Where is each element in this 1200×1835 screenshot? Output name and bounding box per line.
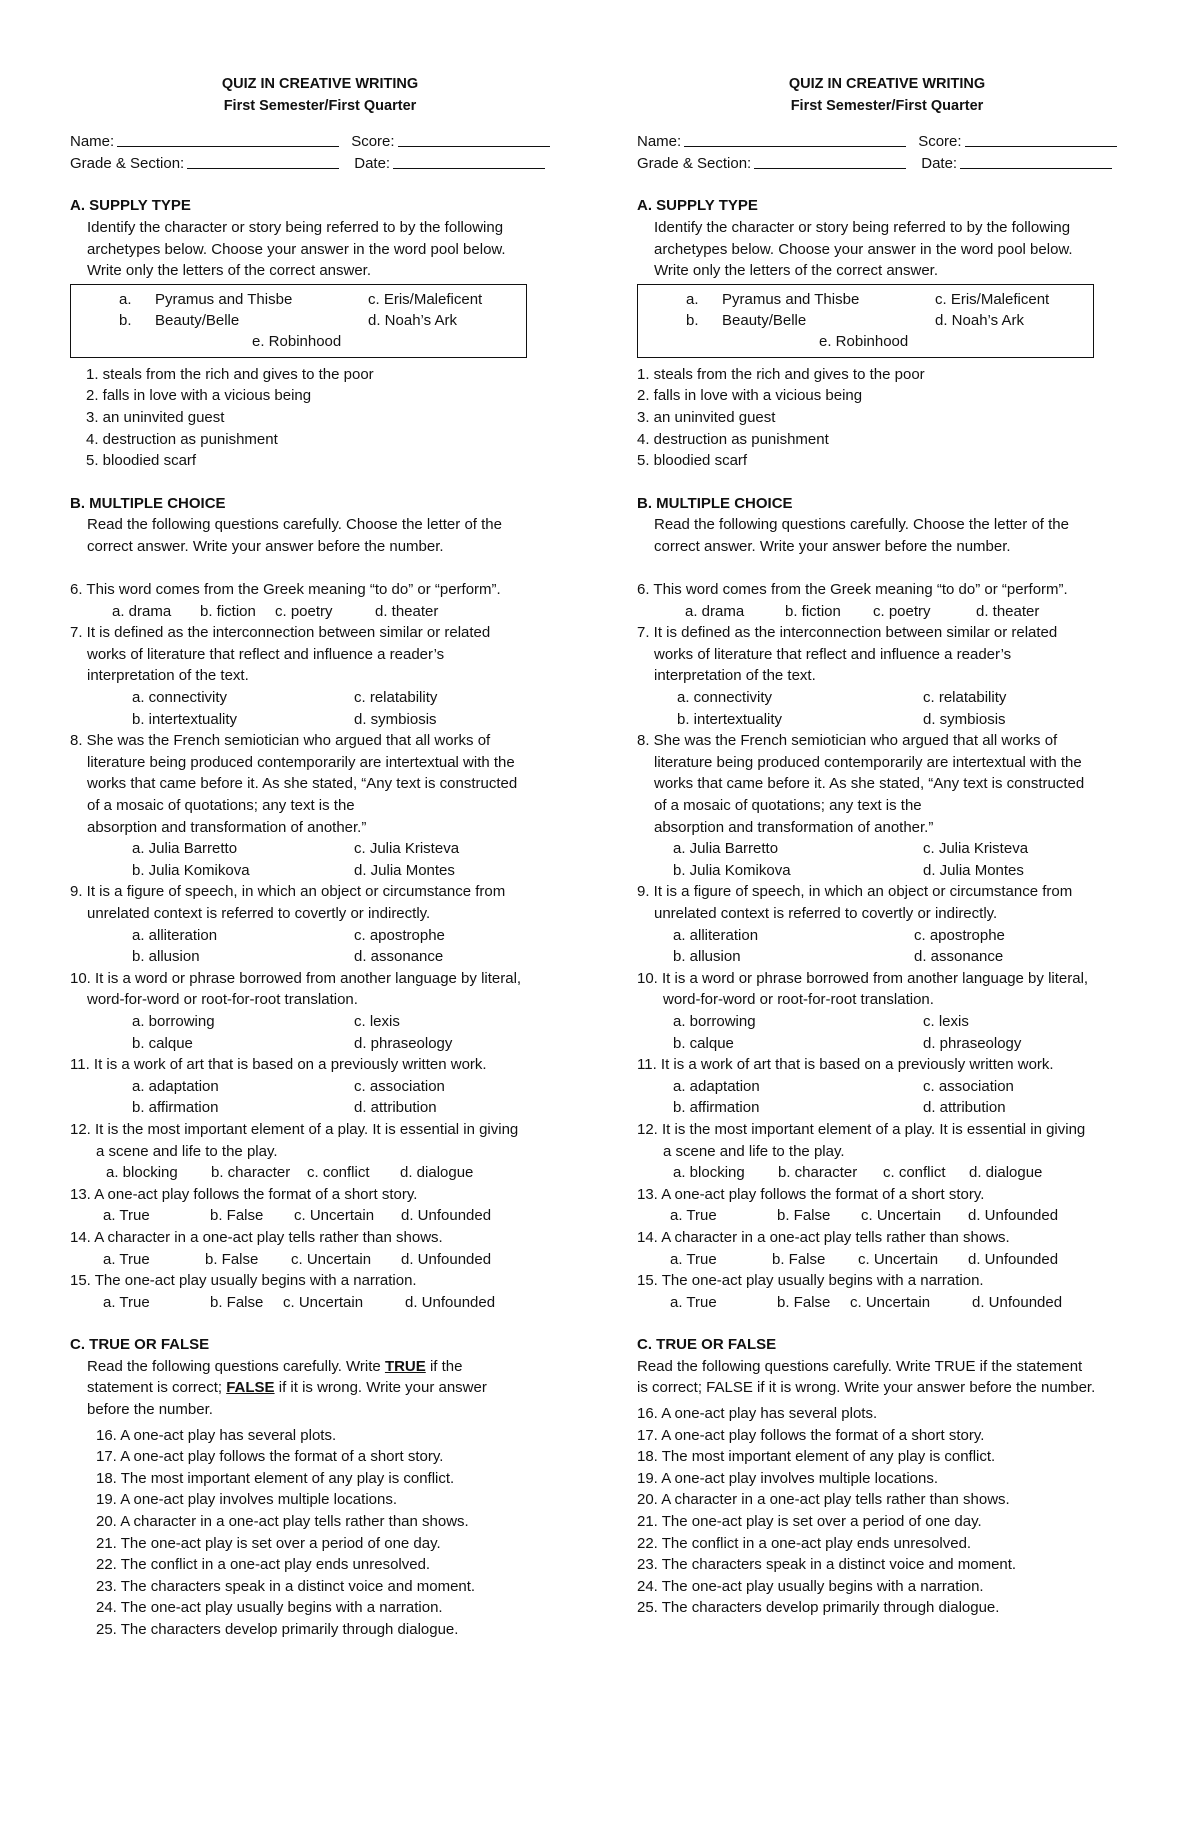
option: d. Unfounded — [968, 1250, 1059, 1268]
pool-item: e. Robinhood — [819, 332, 909, 350]
section-a-instructions — [637, 217, 1137, 282]
pool-item: Beauty/Belle — [722, 311, 807, 329]
list-item: 3. an uninvited guest — [637, 408, 776, 426]
option: c. Uncertain — [294, 1207, 375, 1225]
option: c. Uncertain — [283, 1293, 364, 1311]
question-10: 10. It is a word or phrase borrowed from another language by literal, — [637, 969, 1089, 987]
question-8: 8. She was the French semiotician who argued that all works of — [637, 732, 1058, 750]
option: b. False — [205, 1250, 259, 1268]
instruction-line: before the number. — [87, 1401, 213, 1419]
option: a. True — [103, 1250, 150, 1268]
question-9-line: unrelated context is referred to covertly or indirectly. — [87, 905, 431, 922]
name-label: Name: — [637, 133, 682, 151]
question-8-line: of a mosaic of quotations; any text is the — [654, 797, 922, 815]
pool-item: Pyramus and Thisbe — [722, 290, 860, 308]
question-8-options — [637, 838, 1137, 860]
list-item: 16. A one-act play has several plots. — [96, 1426, 337, 1444]
question-15-options — [70, 1292, 570, 1314]
question-15: 15. The one-act play usually begins with a narration. — [70, 1272, 417, 1290]
name-score-row — [637, 131, 1137, 153]
question-6: 6. This word comes from the Greek meaning “to do” or “perform”. — [637, 581, 1068, 599]
question-8-line: works that came before it. As she stated, “Any text is constructed — [87, 775, 518, 793]
question-13-options — [70, 1205, 570, 1227]
question-8-line: works that came before it. As she stated, “Any text is constructed — [654, 775, 1085, 793]
option: c. poetry — [873, 602, 931, 620]
option: a. True — [103, 1293, 150, 1311]
name-label: Name: — [70, 133, 115, 151]
question-7-options — [637, 709, 1137, 731]
name-score-row — [70, 131, 570, 153]
section-c-items — [70, 1425, 570, 1641]
option: a. True — [670, 1250, 717, 1268]
option: c. poetry — [275, 602, 333, 620]
grade-date-row — [70, 153, 570, 175]
question-6: 6. This word comes from the Greek meaning “to do” or “perform”. — [70, 581, 501, 599]
option: d. Unfounded — [968, 1207, 1059, 1225]
section-c-instructions — [637, 1356, 1137, 1399]
question-7: 7. It is defined as the interconnection between similar or related — [637, 624, 1058, 642]
question-7-line: works of literature that reflect and influence a reader’s — [654, 645, 1012, 663]
pool-letter: a. — [119, 290, 132, 308]
question-9-options — [637, 946, 1137, 968]
option: a. alliteration — [673, 926, 759, 944]
question-7-line: interpretation of the text. — [87, 667, 249, 685]
date-field[interactable] — [393, 153, 545, 169]
option: c. lexis — [354, 1012, 400, 1030]
quiz-title: QUIZ IN CREATIVE WRITING — [788, 76, 986, 92]
option: c. Uncertain — [861, 1207, 942, 1225]
option: a. True — [670, 1293, 717, 1311]
question-8-line: literature being produced contemporarily are intertextual with the — [654, 753, 1082, 771]
list-item: 21. The one-act play is set over a period of one day. — [96, 1534, 441, 1552]
question-8-line: of a mosaic of quotations; any text is the — [87, 797, 355, 815]
instruction-text: if the — [425, 1357, 463, 1375]
question-9: 9. It is a figure of speech, in which an object or circumstance from — [637, 883, 1073, 901]
question-14: 14. A character in a one-act play tells rather than shows. — [637, 1228, 1010, 1246]
instruction-line: Read the following questions carefully. Choose the letter of the — [87, 516, 502, 534]
option: a. adaptation — [132, 1077, 219, 1095]
question-14-options — [70, 1249, 570, 1271]
date-label: Date: — [921, 154, 958, 172]
list-item: 20. A character in a one-act play tells rather than shows. — [96, 1513, 469, 1531]
question-10-options — [70, 1011, 570, 1033]
option: c. apostrophe — [354, 926, 445, 944]
instruction-line — [87, 1377, 570, 1399]
list-item: 21. The one-act play is set over a period of one day. — [637, 1513, 982, 1531]
option: a. Julia Barretto — [673, 840, 779, 858]
option: c. association — [923, 1077, 1014, 1095]
section-c-heading: C. TRUE OR FALSE — [70, 1336, 210, 1354]
option: d. dialogue — [969, 1164, 1043, 1182]
option: d. theater — [976, 602, 1040, 620]
option: c. Julia Kristeva — [354, 840, 460, 858]
option: d. assonance — [354, 948, 444, 966]
word-pool-box — [637, 284, 1094, 358]
question-9-line: unrelated context is referred to covertly or indirectly. — [654, 905, 998, 922]
instruction-line: correct answer. Write your answer before the number. — [654, 537, 1011, 555]
section-b-instructions — [70, 514, 570, 557]
question-12: 12. It is the most important element of a play. It is essential in giving — [70, 1120, 519, 1138]
pool-item: c. Eris/Maleficent — [935, 290, 1050, 308]
date-label: Date: — [354, 154, 391, 172]
option: d. symbiosis — [354, 710, 437, 728]
option: a. True — [670, 1207, 717, 1225]
question-7: 7. It is defined as the interconnection between similar or related — [70, 624, 491, 642]
question-8-line: literature being produced contemporarily are intertextual with the — [87, 753, 515, 771]
question-14-options — [637, 1249, 1137, 1271]
word-pool-box — [70, 284, 527, 358]
question-7-options — [637, 687, 1137, 709]
pool-item: Beauty/Belle — [155, 311, 240, 329]
question-9-options — [637, 925, 1137, 947]
option: c. Uncertain — [850, 1293, 931, 1311]
list-item: 25. The characters develop primarily through dialogue. — [637, 1599, 1000, 1617]
option: b. Julia Komikova — [673, 861, 791, 879]
question-10-options — [637, 1011, 1137, 1033]
option: a. blocking — [106, 1164, 178, 1182]
question-6-options — [637, 601, 1137, 623]
question-7-line: interpretation of the text. — [654, 667, 816, 685]
score-label: Score: — [918, 133, 962, 151]
question-8: 8. She was the French semiotician who argued that all works of — [70, 732, 491, 750]
instruction-line: archetypes below. Choose your answer in the word pool below. — [87, 240, 506, 258]
name-field[interactable] — [117, 131, 339, 147]
question-9: 9. It is a figure of speech, in which an object or circumstance from — [70, 883, 506, 901]
question-8-options — [70, 860, 570, 882]
question-8-line: absorption and transformation of another.” — [654, 818, 934, 836]
option: a. Julia Barretto — [132, 840, 238, 858]
pool-letter: b. — [119, 311, 132, 329]
question-7-options — [70, 709, 570, 731]
list-item: 23. The characters speak in a distinct voice and moment. — [96, 1577, 476, 1595]
option: d. phraseology — [923, 1034, 1022, 1052]
question-10: 10. It is a word or phrase borrowed from another language by literal, — [70, 969, 522, 987]
question-10-line: word-for-word or root-for-root translation. — [87, 991, 358, 1009]
grade-label: Grade & Section: — [70, 154, 185, 172]
question-15: 15. The one-act play usually begins with a narration. — [637, 1272, 984, 1290]
question-10-options — [70, 1033, 570, 1055]
option: a. alliteration — [132, 926, 218, 944]
option: c. relatability — [923, 689, 1007, 707]
list-item: 3. an uninvited guest — [86, 408, 225, 426]
list-item: 18. The most important element of any play is conflict. — [96, 1469, 455, 1487]
option: a. adaptation — [673, 1077, 760, 1095]
list-item: 4. destruction as punishment — [86, 430, 278, 448]
option: d. phraseology — [354, 1034, 453, 1052]
question-13: 13. A one-act play follows the format of a short story. — [70, 1185, 418, 1203]
option: b. intertextuality — [677, 710, 783, 728]
list-item: 20. A character in a one-act play tells rather than shows. — [637, 1491, 1010, 1509]
section-a-items — [70, 364, 570, 472]
question-11-options — [637, 1076, 1137, 1098]
list-item: 1. steals from the rich and gives to the poor — [637, 365, 925, 383]
instruction-line: Read the following questions carefully. Write TRUE if the statement — [637, 1357, 1083, 1375]
option: c. apostrophe — [914, 926, 1005, 944]
option: d. Julia Montes — [354, 861, 455, 879]
question-9-options — [70, 925, 570, 947]
section-b-heading: B. MULTIPLE CHOICE — [637, 494, 793, 512]
list-item: 24. The one-act play usually begins with a narration. — [637, 1577, 984, 1595]
section-c-heading: C. TRUE OR FALSE — [637, 1336, 777, 1354]
list-item: 5. bloodied scarf — [86, 452, 197, 470]
pool-item: d. Noah’s Ark — [935, 311, 1024, 329]
grade-date-row — [637, 153, 1137, 175]
option: a. drama — [112, 602, 172, 620]
quiz-column-right — [637, 74, 1137, 1619]
pool-item: d. Noah’s Ark — [368, 311, 457, 329]
question-11-options — [70, 1076, 570, 1098]
list-item: 5. bloodied scarf — [637, 452, 748, 470]
option: a. blocking — [673, 1164, 745, 1182]
list-item: 19. A one-act play involves multiple locations. — [637, 1469, 939, 1487]
question-12-options — [637, 1162, 1137, 1184]
option: b. False — [777, 1293, 831, 1311]
list-item: 17. A one-act play follows the format of a short story. — [96, 1448, 444, 1466]
option: b. False — [772, 1250, 826, 1268]
question-7-options — [70, 687, 570, 709]
instruction-line: Read the following questions carefully. Choose the letter of the — [654, 516, 1069, 534]
question-6-options — [70, 601, 570, 623]
name-field[interactable] — [684, 131, 906, 147]
option: c. association — [354, 1077, 445, 1095]
list-item: 22. The conflict in a one-act play ends unresolved. — [637, 1534, 972, 1552]
question-10-line: word-for-word or root-for-root translation. — [663, 991, 934, 1009]
date-field[interactable] — [960, 153, 1112, 169]
option: c. relatability — [354, 689, 438, 707]
grade-label: Grade & Section: — [637, 154, 752, 172]
question-8-options — [637, 860, 1137, 882]
instruction-line: Write only the letters of the correct answer. — [654, 262, 939, 280]
question-14: 14. A character in a one-act play tells rather than shows. — [70, 1228, 443, 1246]
grade-field[interactable] — [187, 153, 339, 169]
option: d. dialogue — [400, 1164, 474, 1182]
question-8-options — [70, 838, 570, 860]
option: b. intertextuality — [132, 710, 238, 728]
option: a. connectivity — [677, 689, 773, 707]
section-a-heading: A. SUPPLY TYPE — [637, 197, 758, 215]
section-c-items — [637, 1403, 1137, 1619]
list-item: 2. falls in love with a vicious being — [86, 387, 312, 405]
option: c. lexis — [923, 1012, 969, 1030]
pool-item: c. Eris/Maleficent — [368, 290, 483, 308]
option: d. theater — [375, 602, 439, 620]
option: b. fiction — [200, 602, 256, 620]
section-a-heading: A. SUPPLY TYPE — [70, 197, 191, 215]
instruction-line: correct answer. Write your answer before the number. — [87, 537, 444, 555]
option: d. Julia Montes — [923, 861, 1024, 879]
option: a. borrowing — [673, 1012, 756, 1030]
option: d. Unfounded — [972, 1293, 1063, 1311]
question-12-line: a scene and life to the play. — [96, 1142, 278, 1160]
question-12-options — [70, 1162, 570, 1184]
option: d. assonance — [914, 948, 1004, 966]
instruction-text: if it is wrong. Write your answer — [274, 1379, 487, 1397]
question-13: 13. A one-act play follows the format of a short story. — [637, 1185, 985, 1203]
option: b. fiction — [785, 602, 841, 620]
option: d. Unfounded — [405, 1293, 496, 1311]
question-11: 11. It is a work of art that is based on a previously written work. — [70, 1056, 487, 1074]
list-item: 16. A one-act play has several plots. — [637, 1405, 878, 1423]
list-item: 18. The most important element of any play is conflict. — [637, 1448, 996, 1466]
grade-field[interactable] — [754, 153, 906, 169]
option: b. affirmation — [132, 1099, 219, 1117]
option: d. Unfounded — [401, 1207, 492, 1225]
section-a-items — [637, 364, 1137, 472]
question-9-options — [70, 946, 570, 968]
option: c. conflict — [307, 1164, 370, 1182]
option: b. calque — [132, 1034, 193, 1052]
instruction-text: statement is correct; — [87, 1379, 227, 1397]
option: b. allusion — [673, 948, 741, 966]
quiz-column-left — [70, 74, 570, 1641]
option: b. allusion — [132, 948, 200, 966]
option: a. borrowing — [132, 1012, 215, 1030]
option: d. attribution — [354, 1099, 437, 1117]
question-11-options — [70, 1097, 570, 1119]
quiz-title: QUIZ IN CREATIVE WRITING — [221, 76, 419, 92]
question-10-options — [637, 1033, 1137, 1055]
option: d. attribution — [923, 1099, 1006, 1117]
option: b. calque — [673, 1034, 734, 1052]
option: c. Julia Kristeva — [923, 840, 1029, 858]
section-a-instructions — [70, 217, 570, 282]
question-15-options — [637, 1292, 1137, 1314]
pool-letter: b. — [686, 311, 699, 329]
option: a. connectivity — [132, 689, 228, 707]
option: b. Julia Komikova — [132, 861, 250, 879]
option: c. Uncertain — [291, 1250, 372, 1268]
false-keyword: FALSE — [226, 1379, 275, 1397]
option: a. True — [103, 1207, 150, 1225]
list-item: 4. destruction as punishment — [637, 430, 829, 448]
quiz-subtitle: First Semester/First Quarter — [790, 97, 984, 114]
list-item: 22. The conflict in a one-act play ends unresolved. — [96, 1556, 431, 1574]
score-label: Score: — [351, 133, 395, 151]
instruction-line: is correct; FALSE if it is wrong. Write your answer before the number. — [637, 1379, 1096, 1397]
question-7-line: works of literature that reflect and influence a reader’s — [87, 645, 445, 663]
option: c. conflict — [883, 1164, 946, 1182]
question-12: 12. It is the most important element of a play. It is essential in giving — [637, 1120, 1086, 1138]
option: b. False — [777, 1207, 831, 1225]
option: c. Uncertain — [858, 1250, 939, 1268]
option: b. affirmation — [673, 1099, 760, 1117]
option: b. character — [211, 1164, 291, 1182]
section-b-heading: B. MULTIPLE CHOICE — [70, 494, 226, 512]
pool-letter: a. — [686, 290, 699, 308]
question-11-options — [637, 1097, 1137, 1119]
score-field[interactable] — [398, 131, 550, 147]
score-field[interactable] — [965, 131, 1117, 147]
quiz-subtitle: First Semester/First Quarter — [223, 97, 417, 114]
question-12-line: a scene and life to the play. — [663, 1142, 845, 1160]
instruction-line: Write only the letters of the correct answer. — [87, 262, 372, 280]
option: b. character — [778, 1164, 858, 1182]
list-item: 2. falls in love with a vicious being — [637, 387, 863, 405]
instruction-text: Read the following questions carefully. Write — [87, 1357, 385, 1375]
instruction-line — [87, 1356, 570, 1378]
option: d. Unfounded — [401, 1250, 492, 1268]
option: b. False — [210, 1293, 264, 1311]
option: a. drama — [685, 602, 745, 620]
option: b. False — [210, 1207, 264, 1225]
section-b-instructions — [637, 514, 1137, 557]
instruction-line: Identify the character or story being referred to by the following — [654, 218, 1071, 236]
list-item: 19. A one-act play involves multiple locations. — [96, 1491, 398, 1509]
question-11: 11. It is a work of art that is based on a previously written work. — [637, 1056, 1054, 1074]
question-8-line: absorption and transformation of another.” — [87, 818, 367, 836]
question-13-options — [637, 1205, 1137, 1227]
section-c-instructions — [70, 1356, 570, 1421]
list-item: 25. The characters develop primarily through dialogue. — [96, 1621, 459, 1638]
list-item: 23. The characters speak in a distinct voice and moment. — [637, 1556, 1017, 1574]
instruction-line: archetypes below. Choose your answer in the word pool below. — [654, 240, 1073, 258]
list-item: 24. The one-act play usually begins with a narration. — [96, 1599, 443, 1617]
list-item: 1. steals from the rich and gives to the poor — [86, 365, 374, 383]
list-item: 17. A one-act play follows the format of a short story. — [637, 1426, 985, 1444]
instruction-line: Identify the character or story being referred to by the following — [87, 218, 504, 236]
pool-item: e. Robinhood — [252, 332, 342, 350]
option: d. symbiosis — [923, 710, 1006, 728]
true-keyword: TRUE — [384, 1357, 426, 1375]
pool-item: Pyramus and Thisbe — [155, 290, 293, 308]
